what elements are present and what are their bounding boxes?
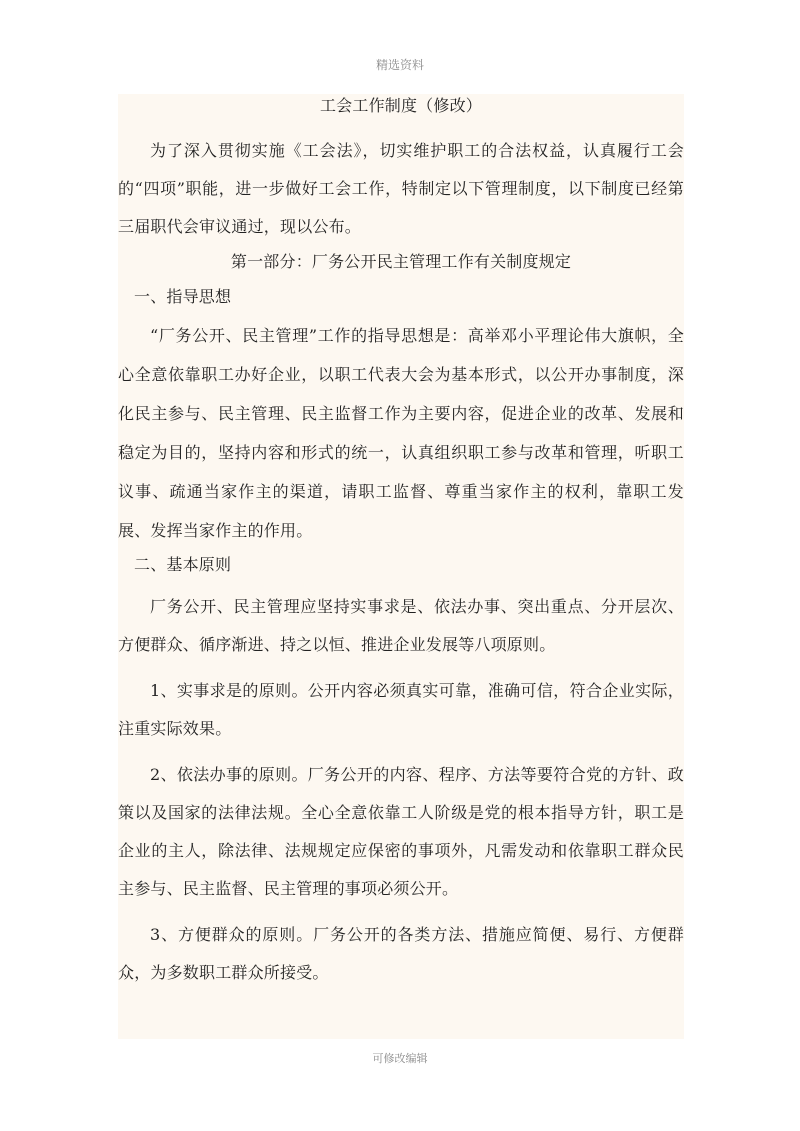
- intro-paragraph: 为了深入贯彻实施《工会法》，切实维护职工的合法权益，认真履行工会的“四项”职能，进一步做好工会工作，特制定以下管理制度，以下制度已经第三届职代会审议通过，现以公布。: [118, 141, 684, 236]
- page-footer-label: 可修改编辑: [372, 1052, 428, 1065]
- section2-body: 厂务公开、民主管理应坚持实事求是、依法办事、突出重点、分开层次、方便群众、循序渐进、持之以恒、推进企业发展等八项原则。: [118, 597, 684, 654]
- document-body: [118, 94, 684, 992]
- page-header-label: 精选资料: [375, 58, 424, 72]
- document-title: 工会工作制度（修改）: [319, 96, 482, 115]
- section1-heading: 一、指导思想: [134, 287, 232, 306]
- principle-1: 1、实事求是的原则。公开内容必须真实可靠，准确可信，符合企业实际，注重实际效果。: [118, 681, 684, 738]
- section2-heading: 二、基本原则: [134, 555, 232, 574]
- part1-title: 第一部分：厂务公开民主管理工作有关制度规定: [230, 252, 572, 271]
- section1-body: “厂务公开、民主管理”工作的指导思想是：高举邓小平理论伟大旗帜，全心全意依靠职工办好企业，以职工代表大会为基本形式，以公开办事制度，深化民主参与、民主管理、民主监督工作为主要内容，促进企业的改革、发展和稳定为目的，坚持内容和形式的统一，认真组织职工参与改革和管理，听职工议事、疏通当家作主的渠道，请职工监督、尊重当家作主的权利，靠职工发展、发挥当家作主的作用。: [118, 326, 684, 540]
- principle-2: 2、依法办事的原则。厂务公开的内容、程序、方法等要符合党的方针、政策以及国家的法律法规。全心全意依靠工人阶级是党的根本指导方针，职工是企业的主人，除法律、法规规定应保密的事项外，凡需发动和依靠职工群众民主参与、民主监督、民主管理的事项必须公开。: [118, 765, 684, 898]
- principle-3: 3、方便群众的原则。厂务公开的各类方法、措施应简便、易行、方便群众，为多数职工群众所接受。: [118, 925, 684, 982]
